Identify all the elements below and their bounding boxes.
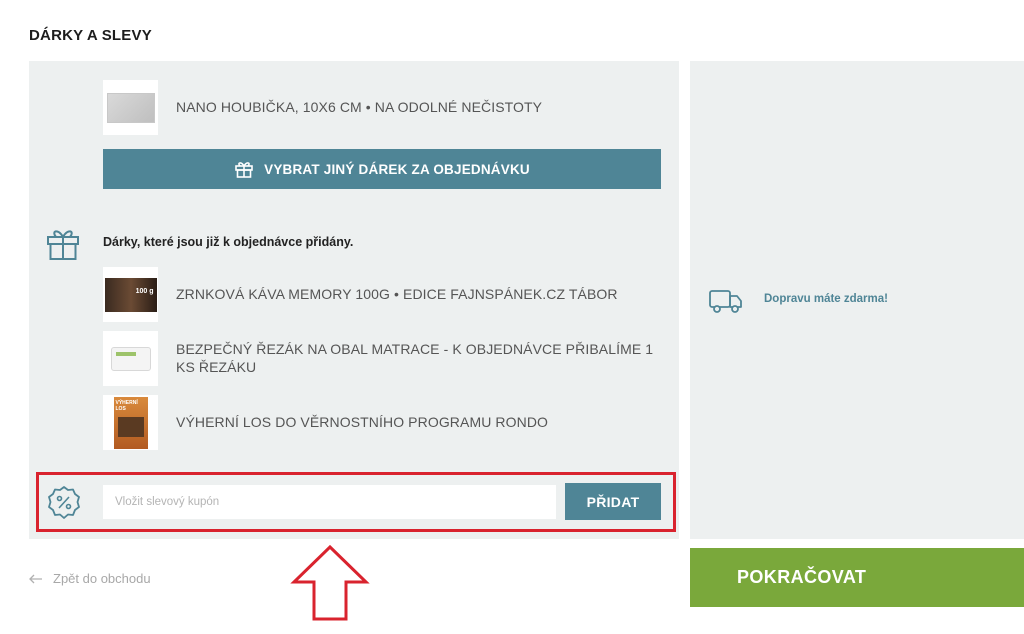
- free-shipping-text: Dopravu máte zdarma!: [764, 293, 888, 305]
- shipping-panel: [690, 61, 1024, 539]
- section-title: DÁRKY A SLEVY: [29, 27, 152, 44]
- added-gifts-heading: Dárky, které jsou již k objednávce přidány.: [103, 235, 354, 249]
- truck-icon: [708, 287, 744, 315]
- added-gift-label: VÝHERNÍ LOS DO VĚRNOSTNÍHO PROGRAMU RONDO: [176, 414, 549, 430]
- selected-gift-label: NANO HOUBIČKA, 10X6 CM • NA ODOLNÉ NEČISTOTY: [176, 99, 543, 115]
- lottery-thumb-text: VÝHERNÍ LOS: [115, 399, 138, 412]
- arrow-left-icon: [29, 574, 43, 584]
- back-to-shop-label: Zpět do obchodu: [53, 571, 151, 586]
- added-gift-label: ZRNKOVÁ KÁVA MEMORY 100G • EDICE FAJNSPÁNEK.CZ TÁBOR: [176, 286, 618, 302]
- up-arrow-annotation-icon: [290, 544, 370, 622]
- choose-other-gift-button[interactable]: [103, 149, 661, 189]
- cutter-thumbnail: [103, 331, 158, 386]
- gift-icon: [45, 226, 81, 262]
- continue-button[interactable]: POKRAČOVAT: [690, 548, 1024, 607]
- coffee-thumb-text: 100 g: [135, 287, 154, 295]
- gifts-panel: [29, 61, 679, 539]
- lottery-ticket-thumbnail: [103, 395, 158, 450]
- coupon-highlight-frame: [36, 472, 676, 532]
- sponge-thumbnail: [103, 80, 158, 135]
- added-gift-label: BEZPEČNÝ ŘEZÁK NA OBAL MATRACE - K OBJEDNÁVCE PŘIBALÍME 1 KS ŘEZÁKU: [176, 341, 654, 375]
- coffee-thumbnail: [103, 267, 158, 322]
- gift-icon: [234, 159, 254, 179]
- choose-other-gift-label: VYBRAT JINÝ DÁREK ZA OBJEDNÁVKU: [264, 161, 530, 177]
- back-to-shop-link[interactable]: [29, 571, 151, 586]
- add-coupon-button[interactable]: PŘIDAT: [565, 483, 661, 520]
